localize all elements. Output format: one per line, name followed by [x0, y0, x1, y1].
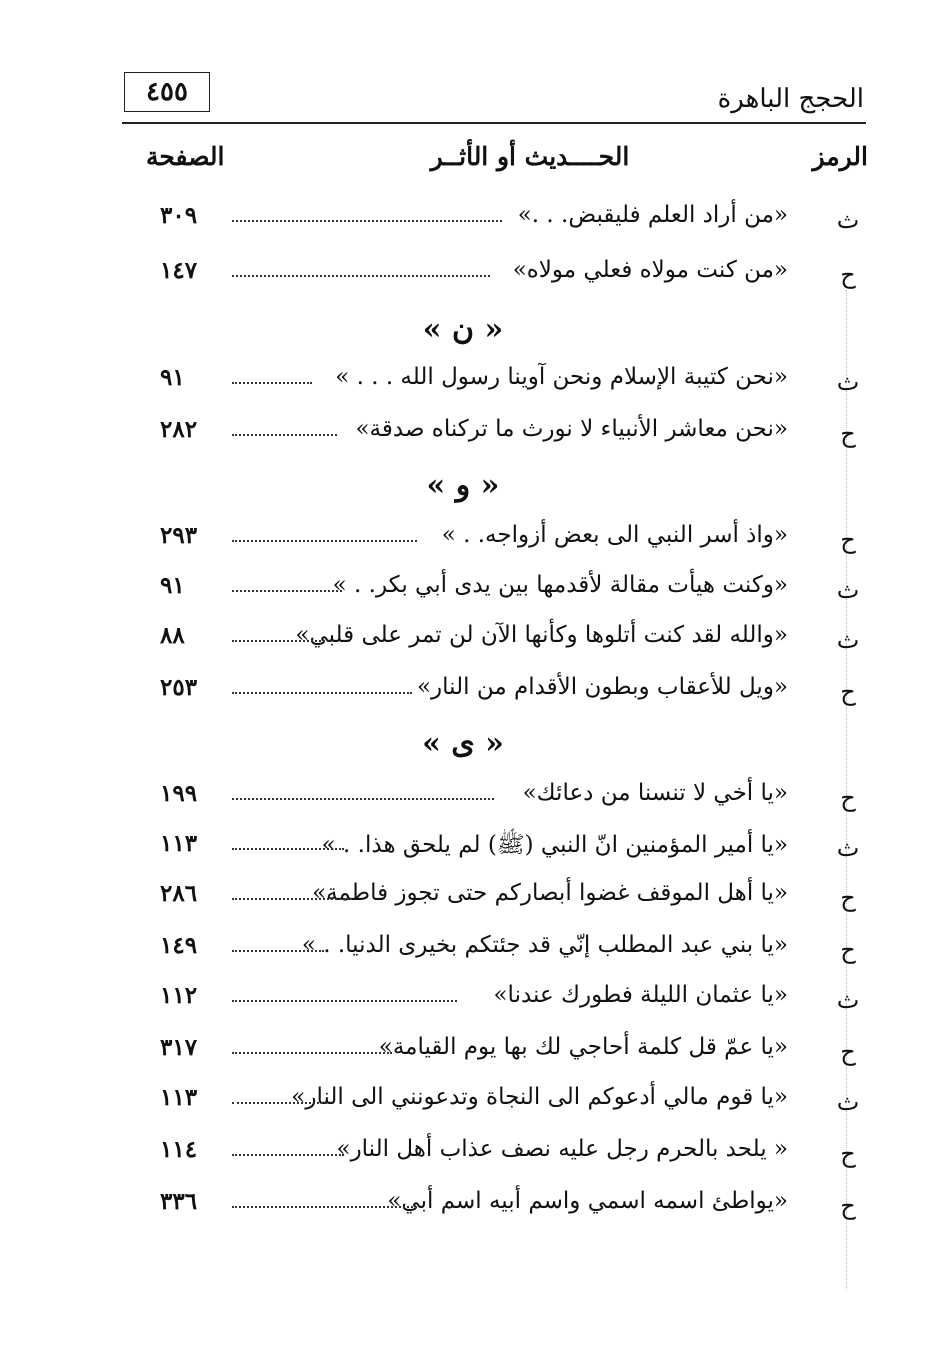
entry-page-number: ٩١	[160, 364, 185, 391]
dotted-leader	[232, 1206, 417, 1208]
entry-text: «نحن معاشر الأنبياء لا نورث ما تركناه صدقة»	[355, 416, 788, 442]
column-header-symbol: الرمز	[812, 142, 868, 171]
index-row	[0, 672, 926, 716]
entry-text: «يا أهل الموقف غضوا أبصاركم حتى تجوز فاطمة»	[312, 880, 788, 906]
dotted-leader	[232, 275, 490, 277]
entry-text: «يا أخي لا تنسنا من دعائك»	[522, 780, 788, 806]
entry-page-number: ٣٠٩	[160, 202, 198, 229]
index-row	[0, 1032, 926, 1076]
entry-symbol: ح	[840, 420, 856, 448]
dotted-leader	[232, 898, 352, 900]
dotted-leader	[232, 220, 502, 222]
section-letter: « و »	[426, 468, 500, 503]
entry-text: «واذ أسر النبي الى بعض أزواجه. . »	[441, 522, 788, 548]
entry-text: « يلحد بالحرم رجل عليه نصف عذاب أهل النار»	[336, 1136, 788, 1162]
entry-symbol: ح	[840, 784, 856, 812]
entry-symbol: ث	[836, 368, 860, 396]
dotted-leader	[232, 950, 324, 952]
entry-symbol: ح	[840, 1140, 856, 1168]
page-number-box	[124, 72, 210, 112]
dotted-leader	[232, 692, 412, 694]
entry-symbol: ث	[836, 986, 860, 1014]
entry-text: «يا عثمان الليلة فطورك عندنا»	[493, 982, 788, 1008]
entry-symbol: ح	[840, 1192, 856, 1220]
entry-page-number: ٢٨٢	[160, 416, 198, 443]
entry-page-number: ١٤٧	[160, 257, 198, 284]
entry-page-number: ١١٤	[160, 1136, 198, 1163]
entry-text: «من كنت مولاه فعلي مولاه»	[512, 257, 788, 283]
index-row	[0, 1186, 926, 1230]
entry-symbol: ث	[836, 834, 860, 862]
entry-symbol: ث	[836, 626, 860, 654]
entry-symbol: ح	[840, 936, 856, 964]
entry-symbol: ث	[836, 206, 860, 234]
entry-text: «والله لقد كنت أتلوها وكأنها الآن لن تمر على قلبي»	[295, 622, 788, 648]
entry-page-number: ٣٣٦	[160, 1188, 198, 1215]
dotted-leader	[232, 540, 417, 542]
entry-symbol: ح	[840, 1038, 856, 1066]
index-row	[0, 200, 926, 244]
dotted-leader	[232, 798, 494, 800]
index-row	[0, 980, 926, 1024]
entry-page-number: ١١٢	[160, 982, 198, 1009]
index-row	[0, 1134, 926, 1178]
entry-symbol: ح	[840, 678, 856, 706]
dotted-leader	[232, 1052, 392, 1054]
entry-page-number: ١٤٩	[160, 932, 198, 959]
entry-page-number: ٩١	[160, 572, 185, 599]
running-title: الحجج الباهرة	[717, 84, 864, 114]
entry-text: «ويل للأعقاب وبطون الأقدام من النار»	[416, 674, 788, 700]
entry-page-number: ١١٣	[160, 830, 198, 857]
dotted-leader	[232, 1154, 344, 1156]
index-row	[0, 778, 926, 822]
column-header-hadith: الحــــديث أو الأثــر	[430, 142, 630, 171]
index-row	[0, 828, 926, 872]
index-row	[0, 362, 926, 406]
entry-page-number: ٢٩٣	[160, 522, 198, 549]
index-row	[0, 520, 926, 564]
entry-text: «يا عمّ قل كلمة أحاجي لك بها يوم القيامة»	[378, 1034, 788, 1060]
entry-page-number: ٢٨٦	[160, 880, 198, 907]
entry-text: «يواطئ اسمه اسمي واسم أبيه اسم أبي»	[387, 1188, 788, 1214]
entry-text: «يا بني عبد المطلب إنّي قد جئتكم بخيرى الدنيا. . »	[301, 932, 788, 958]
dotted-leader	[232, 1102, 327, 1104]
section-letter: « ى »	[422, 726, 504, 761]
dotted-leader	[232, 1000, 457, 1002]
column-header-page: الصفحة	[146, 142, 225, 171]
entry-page-number: ٨٨	[160, 622, 185, 649]
dotted-leader	[232, 590, 342, 592]
dotted-leader	[232, 848, 344, 850]
dotted-leader	[232, 382, 312, 384]
index-row	[0, 930, 926, 974]
index-row	[0, 878, 926, 922]
entry-page-number: ٣١٧	[160, 1034, 198, 1061]
index-row	[0, 1082, 926, 1126]
entry-text: «يا قوم مالي أدعوكم الى النجاة وتدعونني الى النار»	[291, 1084, 788, 1110]
index-row	[0, 620, 926, 664]
page-number: ٤٥٥	[146, 77, 188, 107]
entry-text: «يا أمير المؤمنين انّ النبي (ﷺ) لم يلحق هذا. . »	[321, 832, 788, 858]
entry-symbol: ح	[840, 526, 856, 554]
section-letter: « ن »	[422, 312, 504, 347]
index-row	[0, 414, 926, 458]
entry-page-number: ١١٣	[160, 1084, 198, 1111]
entry-symbol: ث	[836, 576, 860, 604]
dotted-leader	[232, 434, 337, 436]
entry-text: «من أراد العلم فليقبض. . .»	[517, 202, 788, 228]
entry-symbol: ث	[836, 1088, 860, 1116]
entry-symbol: ح	[840, 884, 856, 912]
entry-text: «نحن كتيبة الإسلام ونحن آوينا رسول الله . . . »	[335, 364, 788, 390]
entry-text: «وكنت هيأت مقالة لأقدمها بين يدى أبي بكر. . »	[332, 572, 788, 598]
entry-symbol: ح	[840, 261, 856, 289]
dotted-leader	[232, 640, 332, 642]
header-rule	[122, 122, 866, 124]
entry-page-number: ١٩٩	[160, 780, 198, 807]
entry-page-number: ٢٥٣	[160, 674, 198, 701]
index-row	[0, 255, 926, 299]
index-row	[0, 570, 926, 614]
